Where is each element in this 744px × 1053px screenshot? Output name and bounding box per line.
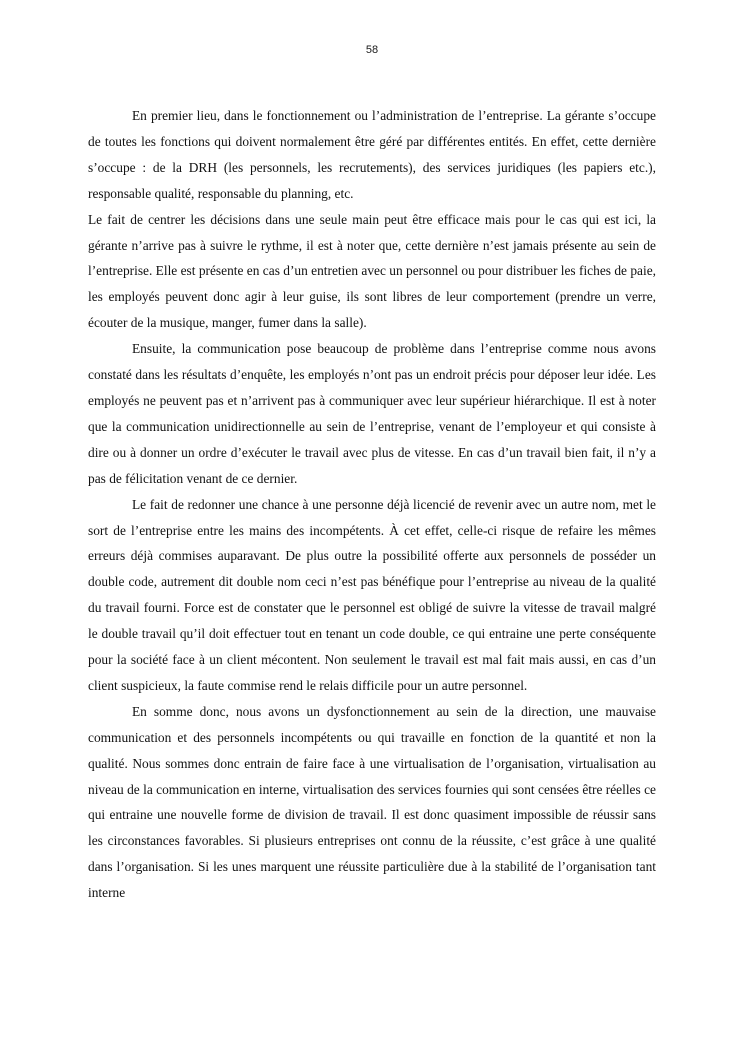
paragraph-centralization: Le fait de centrer les décisions dans une seule main peut être efficace mais pour le cas qui est ici, la gérante n’arrive pas à suivre le rythme, il est à noter que, cette dernière n’est jamais présente au sein de l’entreprise. Elle est présente en cas d’un entretien avec un personnel ou pour distribuer les fiches de paie, les employés peuvent donc agir à leur guise, ils sont libres de leur comportement (prendre un verre, écouter de la musique, manger, fumer dans la salle).: [88, 211, 656, 331]
page-number: 58: [365, 44, 379, 56]
paragraph-rehiring: Le fait de redonner une chance à une personne déjà licencié de revenir avec un autre nom, met le sort de l’entreprise entre les mains des incompétents. À cet effet, celle-ci risque de refaire les mêmes erreurs déjà commises auparavant. De plus outre la possibilité offerte aux personnels de posséder un double code, autrement dit double nom ceci n’est pas bénéfique pour l’entreprise au niveau de la qualité du travail fourni. Force est de constater que le personnel est obligé de suivre la vitesse de travail malgré le double travail qu’il doit effectuer tout en tenant un code double, ce qui entraine une perte conséquente pour la société face à un client mécontent. Non seulement le travail est mal fait mais aussi, en cas d’un client suspicieux, la faute commise rend le relais difficile pour un autre personnel.: [88, 496, 656, 693]
paragraph-conclusion: En somme donc, nous avons un dysfonctionnement au sein de la direction, une mauvaise communication et des personnels incompétents ou qui travaille en fonction de la quantité et non la qualité. Nous sommes donc entrain de faire face à une virtualisation de l’organisation, virtualisation au niveau de la communication en interne, virtualisation des services fournies qui sont censées être réelles ce qui entraine une nouvelle forme de division de travail. Il est donc quasiment impossible de réussir sans les circonstances favorables. Si plusieurs entreprises ont connu de la réussite, c’est grâce à une qualité dans l’organisation. Si les unes marquent une réussite particulière due à la stabilité de l’organisation tant interne: [88, 703, 656, 901]
body-text: [88, 103, 656, 906]
paragraph-management: En premier lieu, dans le fonctionnement ou l’administration de l’entreprise. La gérante s’occupe de toutes les fonctions qui doivent normalement être géré par différentes entités. En effet, cette dernière s’occupe : de la DRH (les personnels, les recrutements), des services juridiques (les papiers etc.), responsable qualité, responsable du planning, etc.: [88, 108, 656, 201]
paragraph-communication: Ensuite, la communication pose beaucoup de problème dans l’entreprise comme nous avons constaté dans les résultats d’enquête, les employés n’ont pas un endroit précis pour déposer leur idée. Les employés ne peuvent pas et n’arrivent pas à communiquer avec leur supérieur hiérarchique. Il est à noter que la communication unidirectionnelle au sein de l’entreprise, venant de l’employeur et qui consiste à dire ou à donner un ordre d’exécuter le travail avec plus de vitesse. En cas d’un travail bien fait, il n’y a pas de félicitation venant de ce dernier.: [88, 341, 656, 486]
